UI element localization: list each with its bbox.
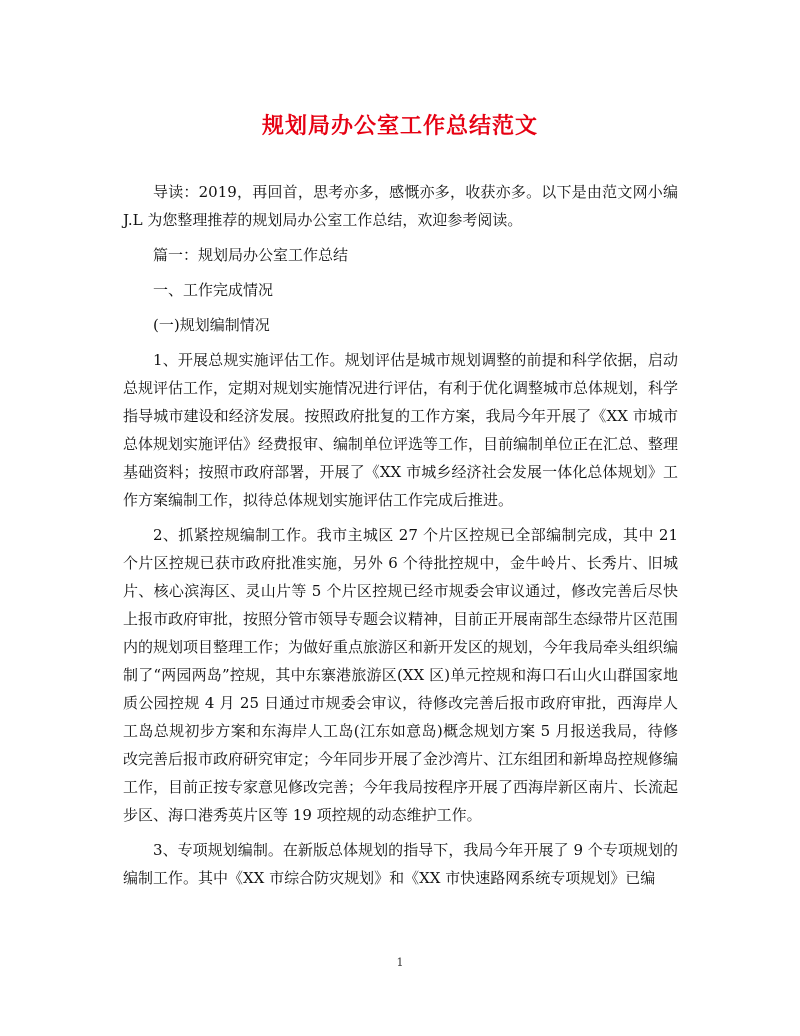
subsection-heading-planning: (一)规划编制情况 — [153, 316, 270, 334]
page-number: 1 — [396, 956, 404, 969]
body-paragraph-2: 2、抓紧控规编制工作。我市主城区 27 个片区控规已全部编制完成，其中 21 个片区控规已获市政府批准实施，另外 6 个待批控规中，金牛岭片、长秀片、旧城片、核心滨海区、灵山片等 5 个片区控规已经市规委会审议通过，修改完善后尽快上报市政府审批，按照分管市领导专题会议精神，目前正开展南部生态绿带片区范围内的规划项目整理工作；为做好重点旅游区和新开发区的规划，今年我局牵头组织编制了“两园两岛”控规，其中东寨港旅游区(XX 区)单元控规和海口石山火山群国家地质公园控规 4 月 25 日通过市规委会审议，待修改完善后报市政府审批，西海岸人工岛总规初步方案和东海岸人工岛(江东如意岛)概念规划方案 5 月报送我局，待修改完善后报市政府研究审定；今年同步开展了金沙湾片、江东组团和新埠岛控规修编工作，目前正按专家意见修改完善；今年我局按程序开展了西海岸新区南片、长流起步区、海口港秀英片区等 19 项控规的动态维护工作。 — [123, 526, 679, 824]
intro-paragraph: 导读：2019，再回首，思考亦多，感慨亦多，收获亦多。以下是由范文网小编 J.L 为您整理推荐的规划局办公室工作总结，欢迎参考阅读。 — [123, 183, 678, 229]
section-heading-part-one: 篇一：规划局办公室工作总结 — [153, 246, 349, 264]
body-paragraph-1: 1、开展总规实施评估工作。规划评估是城市规划调整的前提和科学依据，启动总规评估工作，定期对规划实施情况进行评估，有利于优化调整城市总体规划，科学指导城市建设和经济发展。按照政府批复的工作方案，我局今年开展了《XX 市城市总体规划实施评估》经费报审、编制单位评选等工作，目前编制单位正在汇总、整理基础资料；按照市政府部署，开展了《XX 市城乡经济社会发展一体化总体规划》工作方案编制工作，拟待总体规划实施评估工作完成后推进。 — [123, 351, 679, 509]
document-body — [123, 178, 678, 892]
section-heading-work-completion: 一、工作完成情况 — [153, 281, 274, 299]
body-paragraph-3: 3、专项规划编制。在新版总体规划的指导下，我局今年开展了 9 个专项规划的编制工作。其中《XX 市综合防灾规划》和《XX 市快速路网系统专项规划》已编 — [123, 841, 678, 887]
document-title: 规划局办公室工作总结范文 — [261, 113, 538, 139]
